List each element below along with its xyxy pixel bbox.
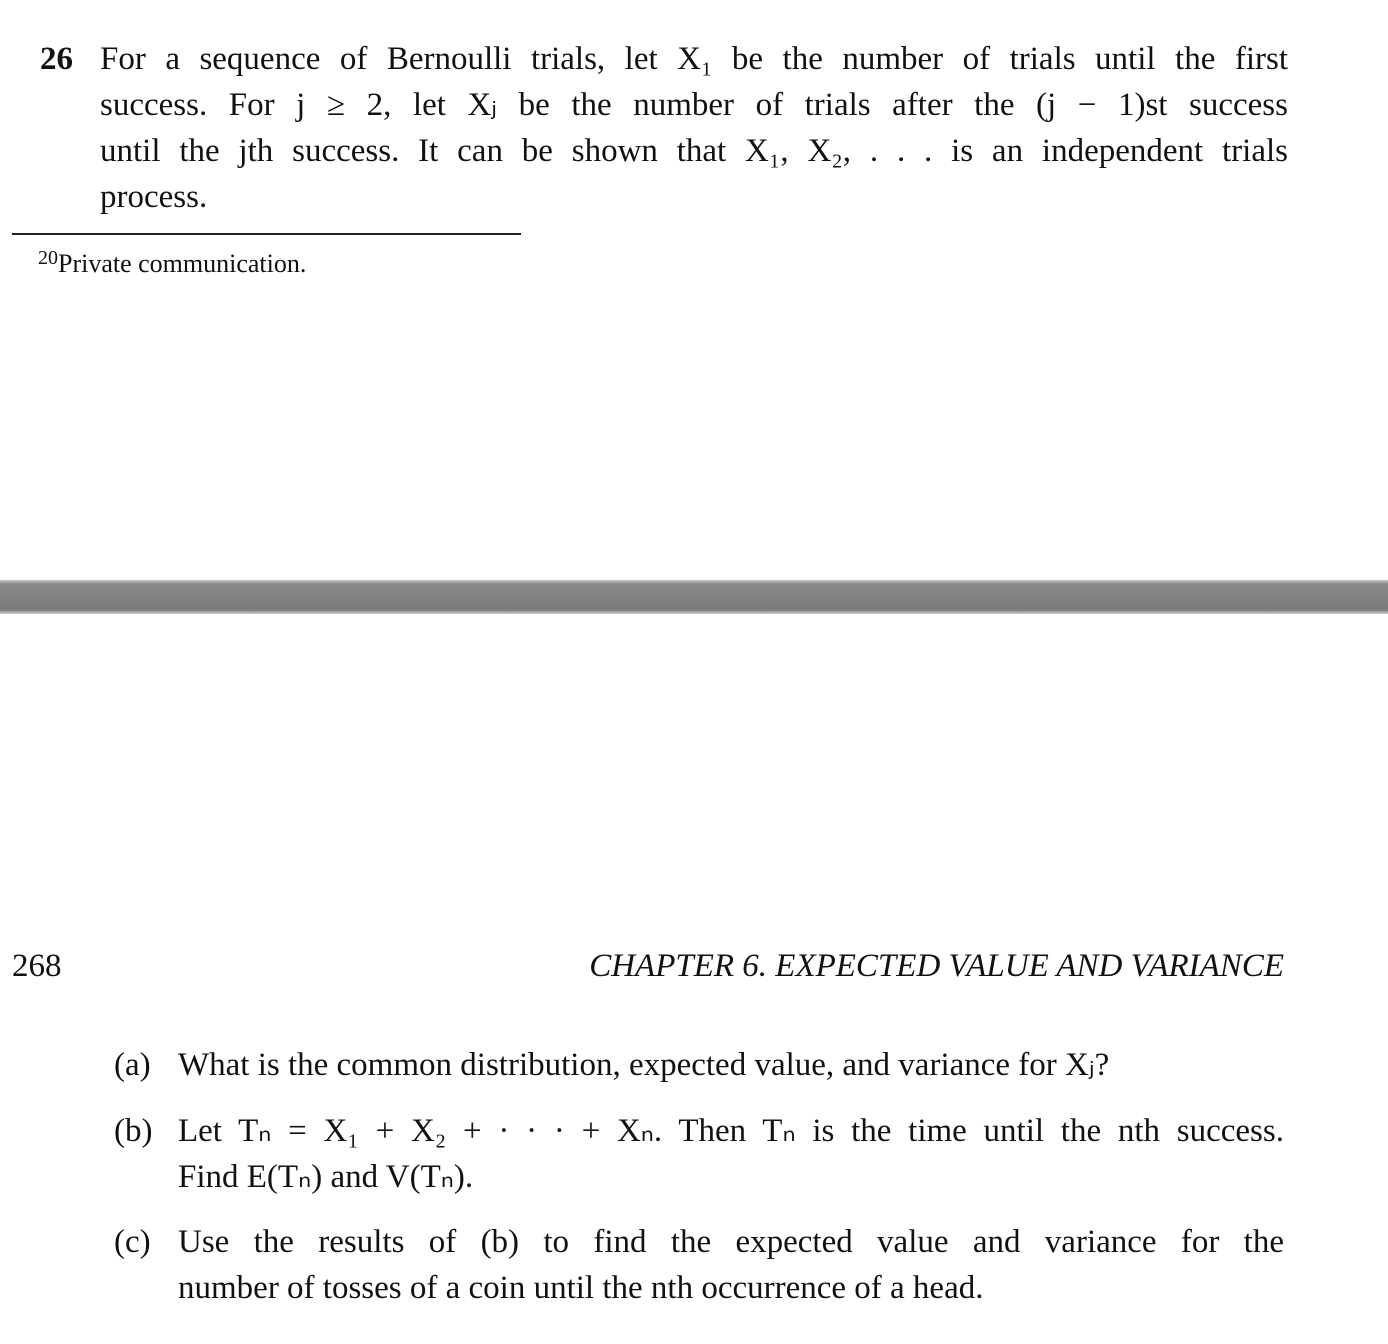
problem-line-4: process. <box>100 179 208 215</box>
footnote-mark: 20 <box>38 247 58 269</box>
item-text <box>178 1219 1284 1311</box>
item-a-line-1: What is the common distribution, expected value, and variance for Xⱼ? <box>178 1047 1110 1083</box>
page-number: 268 <box>12 948 62 984</box>
problem-line-2: success. For j ≥ 2, let Xⱼ be the number of trials after the (j − 1)st success <box>100 87 1288 123</box>
item-b-line-2: Find E(Tₙ) and V(Tₙ). <box>178 1159 474 1195</box>
item-c-line-1: Use the results of (b) to find the expected value and variance for the <box>178 1224 1284 1260</box>
item-a <box>114 1042 1284 1088</box>
item-label: (a) <box>114 1047 151 1083</box>
item-label: (c) <box>114 1224 151 1260</box>
footnote <box>38 240 306 282</box>
item-b <box>114 1108 1284 1200</box>
item-b-line-1: Let Tₙ = X₁ + X₂ + · · · + Xₙ. Then Tₙ is the time until the nth success. <box>178 1113 1284 1149</box>
item-text <box>178 1042 1284 1088</box>
problem-text <box>100 36 1288 220</box>
running-head: CHAPTER 6. EXPECTED VALUE AND VARIANCE <box>589 948 1284 984</box>
problem-26 <box>40 36 1288 220</box>
item-c <box>114 1219 1284 1311</box>
problem-line-3: until the jth success. It can be shown that X₁, X₂, . . . is an independent trials <box>100 133 1288 169</box>
problem-number: 26 <box>40 41 73 77</box>
item-label: (b) <box>114 1113 153 1149</box>
footnote-text: Private communication. <box>58 249 307 278</box>
item-c-line-2: number of tosses of a coin until the nth occurrence of a head. <box>178 1270 984 1306</box>
page-divider <box>0 580 1388 614</box>
footnote-rule <box>12 233 521 235</box>
item-text <box>178 1108 1284 1200</box>
page-top <box>0 0 1388 580</box>
problem-line-1: For a sequence of Bernoulli trials, let X₁ be the number of trials until the first <box>100 41 1288 77</box>
page-bottom <box>0 614 1388 1344</box>
